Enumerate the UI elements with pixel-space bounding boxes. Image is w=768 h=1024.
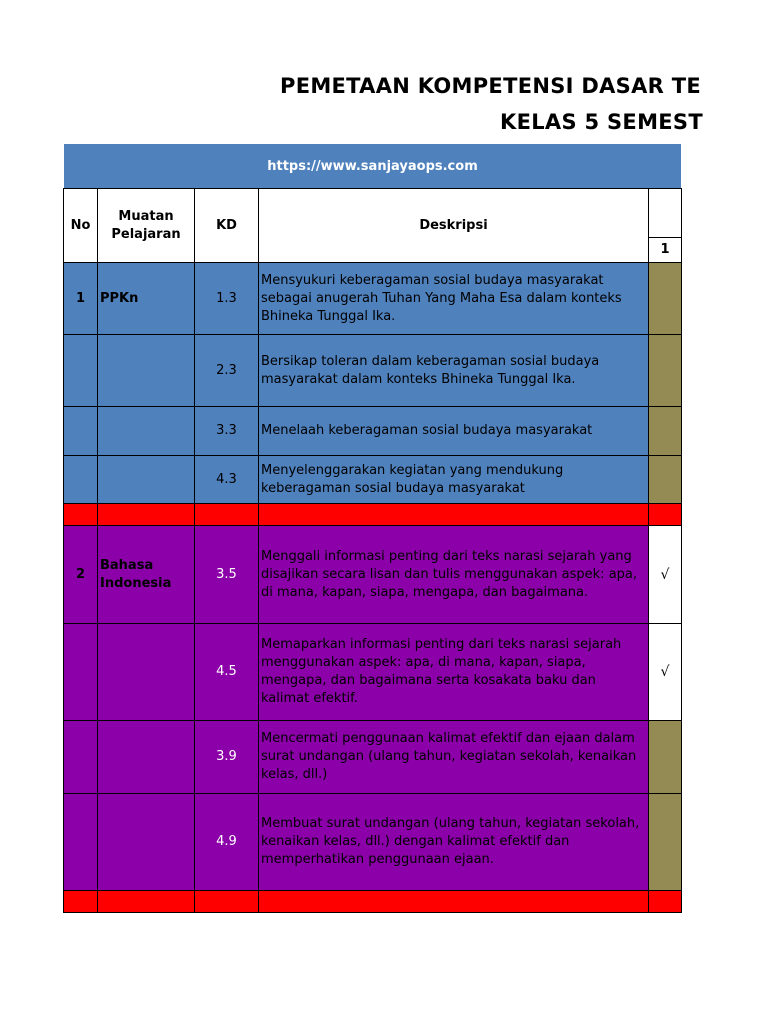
row-kd: 3.3	[195, 407, 259, 456]
header-subject: Muatan Pelajaran	[98, 189, 195, 263]
separator-cell	[195, 891, 259, 913]
separator-cell	[259, 891, 649, 913]
row-description: Mensyukuri keberagaman sosial budaya masyarakat sebagai anugerah Tuhan Yang Maha Esa dalam konteks Bhineka Tunggal Ika.	[259, 263, 649, 335]
row-description: Menyelenggarakan kegiatan yang mendukung keberagaman sosial budaya masyarakat	[259, 456, 649, 504]
row-mark	[649, 721, 682, 794]
row-no	[64, 335, 98, 407]
row-no	[64, 407, 98, 456]
separator-cell	[259, 504, 649, 526]
separator-row	[64, 504, 682, 526]
table-header-row	[64, 189, 682, 263]
row-description: Bersikap toleran dalam keberagaman sosial budaya masyarakat dalam konteks Bhineka Tunggal Ika.	[259, 335, 649, 407]
kd-mapping-table	[63, 188, 682, 913]
website-url: https://www.sanjayaops.com	[267, 158, 478, 174]
row-kd: 4.9	[195, 794, 259, 891]
row-subject	[98, 624, 195, 721]
row-kd: 3.9	[195, 721, 259, 794]
document-title-line2: KELAS 5 SEMEST	[500, 110, 703, 134]
row-mark: √	[649, 624, 682, 721]
separator-cell	[64, 504, 98, 526]
row-description: Membuat surat undangan (ulang tahun, kegiatan sekolah, kenaikan kelas, dll.) dengan kalimat efektif dan memperhatikan penggunaan ejaan.	[259, 794, 649, 891]
table-row	[64, 526, 682, 624]
row-kd: 4.3	[195, 456, 259, 504]
separator-cell	[98, 504, 195, 526]
separator-cell	[649, 504, 682, 526]
row-description: Menelaah keberagaman sosial budaya masyarakat	[259, 407, 649, 456]
row-no	[64, 794, 98, 891]
table-row	[64, 456, 682, 504]
separator-row	[64, 891, 682, 913]
document-title-line1: PEMETAAN KOMPETENSI DASAR TE	[280, 74, 701, 98]
row-mark	[649, 794, 682, 891]
row-no: 2	[64, 526, 98, 624]
table-row	[64, 263, 682, 335]
row-subject	[98, 407, 195, 456]
row-kd: 2.3	[195, 335, 259, 407]
row-kd: 3.5	[195, 526, 259, 624]
row-mark: √	[649, 526, 682, 624]
row-mark	[649, 263, 682, 335]
table-row	[64, 721, 682, 794]
row-no	[64, 721, 98, 794]
separator-cell	[64, 891, 98, 913]
row-description: Menggali informasi penting dari teks narasi sejarah yang disajikan secara lisan dan tulis menggunakan aspek: apa, di mana, kapan, siapa, mengapa, dan bagaimana.	[259, 526, 649, 624]
row-no: 1	[64, 263, 98, 335]
separator-cell	[195, 504, 259, 526]
header-week-cell	[649, 189, 682, 263]
row-subject	[98, 456, 195, 504]
row-mark	[649, 456, 682, 504]
row-subject	[98, 794, 195, 891]
header-kd: KD	[195, 189, 259, 263]
row-kd: 4.5	[195, 624, 259, 721]
separator-cell	[98, 891, 195, 913]
table-row	[64, 407, 682, 456]
header-week-1: 1	[649, 237, 681, 262]
row-mark	[649, 335, 682, 407]
table-row	[64, 335, 682, 407]
table-row	[64, 794, 682, 891]
header-description: Deskripsi	[259, 189, 649, 263]
header-no: No	[64, 189, 98, 263]
row-description: Memaparkan informasi penting dari teks narasi sejarah menggunakan aspek: apa, di mana, kapan, siapa, mengapa, dan bagaimana serta kosakata baku dan kalimat efektif.	[259, 624, 649, 721]
row-subject: PPKn	[98, 263, 195, 335]
separator-cell	[649, 891, 682, 913]
website-banner	[64, 144, 681, 188]
row-no	[64, 456, 98, 504]
table-row	[64, 624, 682, 721]
row-description: Mencermati penggunaan kalimat efektif dan ejaan dalam surat undangan (ulang tahun, kegiatan sekolah, kenaikan kelas, dll.)	[259, 721, 649, 794]
row-kd: 1.3	[195, 263, 259, 335]
row-subject	[98, 335, 195, 407]
row-no	[64, 624, 98, 721]
row-mark	[649, 407, 682, 456]
row-subject	[98, 721, 195, 794]
row-subject: Bahasa Indonesia	[98, 526, 195, 624]
